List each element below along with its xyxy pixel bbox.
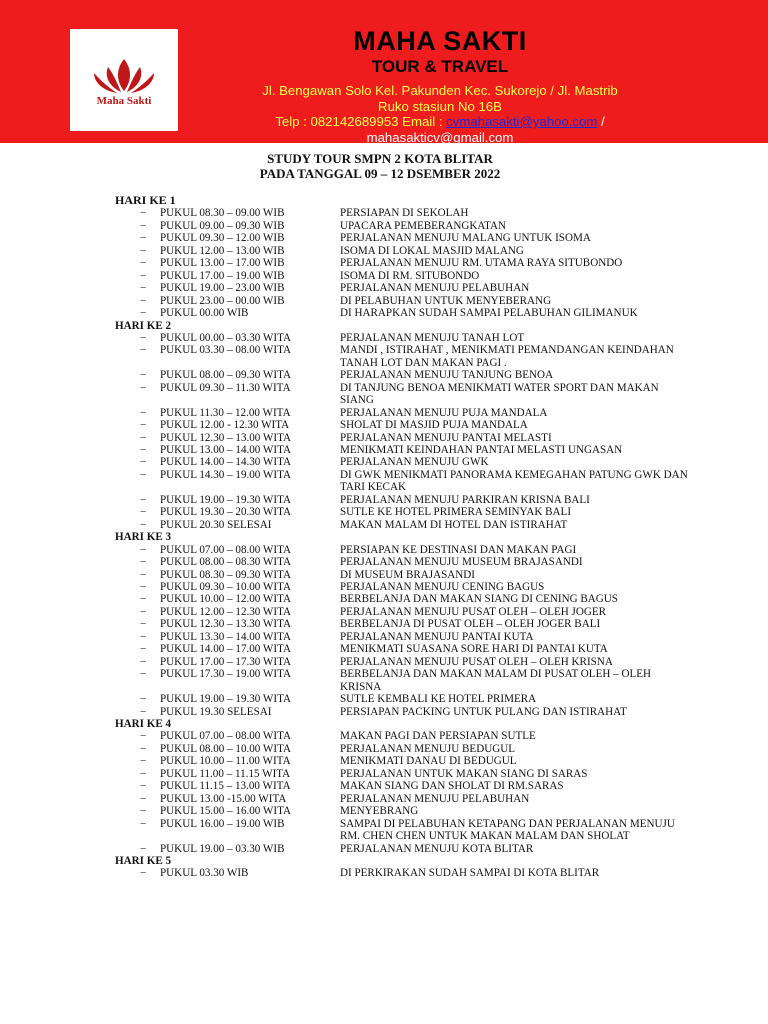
list-bullet-icon: − <box>140 780 147 793</box>
letterhead-banner <box>0 0 768 143</box>
schedule-activity: MAKAN PAGI DAN PERSIAPAN SUTLE <box>340 730 536 743</box>
schedule-row <box>115 656 715 668</box>
schedule-activity: SAMPAI DI PELABUHAN KETAPANG DAN PERJALANAN MENUJU RM. CHEN CHEN UNTUK MAKAN MALAM DAN SHOLAT <box>340 817 675 843</box>
schedule-row <box>115 270 715 282</box>
email-gmail: mahasakticv@gmail.com <box>366 129 514 145</box>
schedule-time: PUKUL 10.00 – 11.00 WITA <box>160 755 291 768</box>
schedule-time: PUKUL 09.30 – 11.30 WITA <box>160 381 291 394</box>
schedule-activity: PERJALANAN MENUJU MALANG UNTUK ISOMA <box>340 232 591 245</box>
schedule-row <box>115 444 715 456</box>
schedule-activity: PERSIAPAN DI SEKOLAH <box>340 207 469 220</box>
schedule-row <box>115 693 715 705</box>
schedule-row <box>115 369 715 381</box>
schedule-activity: DI HARAPKAN SUDAH SAMPAI PELABUHAN GILIMANUK <box>340 307 638 320</box>
list-bullet-icon: − <box>140 269 147 282</box>
schedule-row <box>115 867 715 879</box>
schedule-time: PUKUL 19.30 – 20.30 WITA <box>160 506 291 519</box>
day-heading: HARI KE 5 <box>115 854 172 867</box>
schedule-time: PUKUL 08.30 – 09.00 WIB <box>160 207 285 220</box>
schedule-activity: PERJALANAN MENUJU TANJUNG BENOA <box>340 369 554 382</box>
schedule-activity: PERJALANAN MENUJU PELABUHAN <box>340 792 530 805</box>
schedule-time: PUKUL 00.00 WIB <box>160 307 249 320</box>
schedule-time: PUKUL 13.00 – 14.00 WITA <box>160 444 291 457</box>
list-bullet-icon: − <box>140 369 147 382</box>
schedule-row <box>115 382 715 407</box>
list-bullet-icon: − <box>140 817 147 830</box>
schedule-activity: PERSIAPAN PACKING UNTUK PULANG DAN ISTIRAHAT <box>340 705 627 718</box>
list-bullet-icon: − <box>140 581 147 593</box>
schedule-activity: MAKAN MALAM DI HOTEL DAN ISTIRAHAT <box>340 518 568 531</box>
schedule-activity: MENYEBRANG <box>340 805 419 818</box>
schedule-time: PUKUL 15.00 – 16.00 WITA <box>160 805 291 818</box>
schedule-time: PUKUL 13.00 – 17.00 WIB <box>160 257 285 270</box>
schedule-time: PUKUL 00.00 – 03.30 WITA <box>160 331 291 344</box>
schedule-row <box>115 618 715 630</box>
email-link-yahoo[interactable]: cvmahasakti@yahoo.com <box>446 114 598 129</box>
schedule-activity: BERBELANJA DI PUSAT OLEH – OLEH JOGER BALI <box>340 618 601 631</box>
company-heading <box>190 26 690 77</box>
list-bullet-icon: − <box>140 730 147 743</box>
schedule-row <box>115 494 715 506</box>
schedule-time: PUKUL 12.30 – 13.00 WITA <box>160 431 291 444</box>
schedule-time: PUKUL 09.30 – 12.00 WIB <box>160 232 285 245</box>
schedule-row <box>115 207 715 219</box>
schedule-time: PUKUL 12.00 – 13.00 WIB <box>160 244 285 257</box>
list-bullet-icon: − <box>140 556 147 569</box>
schedule-time: PUKUL 08.00 – 10.00 WITA <box>160 742 291 755</box>
list-bullet-icon: − <box>140 419 147 432</box>
list-bullet-icon: − <box>140 792 147 805</box>
schedule-time: PUKUL 03.30 WIB <box>160 867 249 880</box>
schedule-row <box>115 307 715 319</box>
schedule-activity: DI PELABUHAN UNTUK MENYEBERANG <box>340 294 552 307</box>
schedule-activity: MANDI , ISTIRAHAT , MENIKMATI PEMANDANGAN KEINDAHAN TANAH LOT DAN MAKAN PAGI . <box>340 344 674 369</box>
schedule-time: PUKUL 23.00 – 00.00 WIB <box>160 294 285 307</box>
title-line-2: PADA TANGGAL 09 – 12 DSEMBER 2022 <box>259 165 501 181</box>
schedule-activity: BERBELANJA DAN MAKAN SIANG DI CENING BAGUS <box>340 593 618 606</box>
list-bullet-icon: − <box>140 207 147 220</box>
list-bullet-icon: − <box>140 605 147 618</box>
schedule-time: PUKUL 17.30 – 19.00 WITA <box>160 668 291 681</box>
schedule-time: PUKUL 19.00 – 03.30 WIB <box>160 842 285 855</box>
schedule-row <box>115 818 715 843</box>
schedule-activity: MENIKMATI KEINDAHAN PANTAI MELASTI UNGASAN <box>340 444 623 457</box>
list-bullet-icon: − <box>140 767 147 780</box>
list-bullet-icon: − <box>140 630 147 643</box>
schedule-time: PUKUL 19.00 – 23.00 WIB <box>160 282 285 295</box>
address-line-1: Jl. Bengawan Solo Kel. Pakunden Kec. Sukorejo / Jl. Mastrib <box>262 83 618 98</box>
list-bullet-icon: − <box>140 232 147 245</box>
schedule-activity: BERBELANJA DAN MAKAN MALAM DI PUSAT OLEH – OLEH KRISNA <box>340 668 652 693</box>
list-bullet-icon: − <box>140 742 147 755</box>
schedule-activity: DI PERKIRAKAN SUDAH SAMPAI DI KOTA BLITAR <box>340 867 600 880</box>
schedule-time: PUKUL 17.00 – 19.00 WIB <box>160 269 285 282</box>
schedule-activity: PERJALANAN MENUJU PANTAI MELASTI <box>340 431 552 444</box>
schedule-row <box>115 843 715 855</box>
list-bullet-icon: − <box>140 344 147 357</box>
day-heading: HARI KE 3 <box>115 531 172 544</box>
list-bullet-icon: − <box>140 593 147 606</box>
schedule-row <box>115 805 715 817</box>
schedule-activity: PERJALANAN MENUJU KOTA BLITAR <box>340 842 534 855</box>
list-bullet-icon: − <box>140 618 147 631</box>
schedule-activity: PERJALANAN MENUJU BEDUGUL <box>340 742 516 755</box>
schedule-activity: PERJALANAN MENUJU MUSEUM BRAJASANDI <box>340 556 583 569</box>
schedule-row <box>115 407 715 419</box>
schedule-row <box>115 245 715 257</box>
list-bullet-icon: − <box>140 331 147 344</box>
schedule-activity: PERJALANAN MENUJU TANAH LOT <box>340 331 525 344</box>
schedule-row <box>115 569 715 581</box>
schedule-row <box>115 730 715 742</box>
schedule-activity: DI GWK MENIKMATI PANORAMA KEMEGAHAN PATUNG GWK DAN TARI KECAK <box>340 468 688 494</box>
schedule-time: PUKUL 07.00 – 08.00 WITA <box>160 730 291 743</box>
phone-text: Telp : 082142689953 Email : <box>275 114 447 129</box>
schedule-activity: PERJALANAN MENUJU PARKIRAN KRISNA BALI <box>340 493 590 506</box>
schedule-activity: PERJALANAN MENUJU CENING BAGUS <box>340 581 545 593</box>
schedule-row <box>115 631 715 643</box>
schedule-activity: PERJALANAN MENUJU PELABUHAN <box>340 282 530 295</box>
schedule-activity: PERJALANAN MENUJU PANTAI KUTA <box>340 630 534 643</box>
schedule-row <box>115 768 715 780</box>
company-name: MAHA SAKTI <box>353 26 527 56</box>
schedule-row <box>115 556 715 568</box>
schedule-activity: PERSIAPAN KE DESTINASI DAN MAKAN PAGI <box>340 543 577 556</box>
schedule-time: PUKUL 09.00 – 09.30 WIB <box>160 219 285 232</box>
schedule-activity: MAKAN SIANG DAN SHOLAT DI RM.SARAS <box>340 780 564 793</box>
schedule-time: PUKUL 14.00 – 17.00 WITA <box>160 643 291 656</box>
list-bullet-icon: − <box>140 456 147 469</box>
list-bullet-icon: − <box>140 668 147 681</box>
schedule-row <box>115 232 715 244</box>
schedule-activity: MENIKMATI DANAU DI BEDUGUL <box>340 755 517 768</box>
schedule-activity: PERJALANAN MENUJU PUJA MANDALA <box>340 406 548 419</box>
list-bullet-icon: − <box>140 257 147 270</box>
schedule-time: PUKUL 07.00 – 08.00 WITA <box>160 543 291 556</box>
schedule-row <box>115 432 715 444</box>
list-bullet-icon: − <box>140 842 147 855</box>
list-bullet-icon: − <box>140 506 147 519</box>
schedule-time: PUKUL 13.30 – 14.00 WITA <box>160 630 291 643</box>
schedule-row <box>115 593 715 605</box>
schedule-row <box>115 643 715 655</box>
day-heading: HARI KE 1 <box>115 193 176 207</box>
schedule-activity: SUTLE KE HOTEL PRIMERA SEMINYAK BALI <box>340 506 572 519</box>
schedule-activity: PERJALANAN MENUJU PUSAT OLEH – OLEH JOGER <box>340 605 607 618</box>
schedule-activity: PERJALANAN UNTUK MAKAN SIANG DI SARAS <box>340 767 588 780</box>
schedule-activity: PERJALANAN MENUJU RM. UTAMA RAYA SITUBONDO <box>340 257 623 270</box>
schedule-row <box>115 332 715 344</box>
schedule-activity: PERJALANAN MENUJU PUSAT OLEH – OLEH KRISNA <box>340 655 613 668</box>
list-bullet-icon: − <box>140 244 147 257</box>
schedule-time: PUKUL 16.00 – 19.00 WIB <box>160 817 285 830</box>
day-heading: HARI KE 4 <box>115 717 172 730</box>
list-bullet-icon: − <box>140 655 147 668</box>
schedule-row <box>115 257 715 269</box>
schedule-time: PUKUL 08.00 – 08.30 WITA <box>160 556 291 569</box>
schedule-time: PUKUL 03.30 – 08.00 WITA <box>160 344 291 357</box>
schedule-activity: DI MUSEUM BRAJASANDI <box>340 568 475 581</box>
list-bullet-icon: − <box>140 805 147 818</box>
schedule-time: PUKUL 11.30 – 12.00 WITA <box>160 406 291 419</box>
logo-text: Maha Sakti <box>96 95 152 107</box>
list-bullet-icon: − <box>140 867 147 880</box>
company-contact <box>180 83 700 145</box>
address-line-2: Ruko stasiun No 16B <box>378 98 502 114</box>
day-heading: HARI KE 2 <box>115 319 172 332</box>
schedule-time: PUKUL 20.30 SELESAI <box>160 518 272 531</box>
schedule-time: PUKUL 11.00 – 11.15 WITA <box>160 767 291 780</box>
phone-email-line <box>180 114 700 130</box>
schedule-time: PUKUL 14.00 – 14.30 WITA <box>160 456 291 469</box>
email-separator: / <box>597 114 605 129</box>
list-bullet-icon: − <box>140 219 147 232</box>
schedule-row <box>115 456 715 468</box>
schedule-row <box>115 793 715 805</box>
schedule-row <box>115 743 715 755</box>
schedule-row <box>115 706 715 718</box>
list-bullet-icon: − <box>140 381 147 394</box>
schedule-activity: ISOMA DI RM. SITUBONDO <box>340 269 480 282</box>
schedule-row <box>115 668 715 693</box>
schedule-time: PUKUL 12.00 - 12.30 WITA <box>160 419 290 432</box>
schedule-time: PUKUL 09.30 – 10.00 WITA <box>160 581 291 593</box>
schedule-row <box>115 606 715 618</box>
schedule-time: PUKUL 10.00 – 12.00 WITA <box>160 593 291 606</box>
schedule-row <box>115 295 715 307</box>
document-title <box>0 152 768 181</box>
list-bullet-icon: − <box>140 468 147 481</box>
list-bullet-icon: − <box>140 693 147 706</box>
schedule-time: PUKUL 12.30 – 13.30 WITA <box>160 618 291 631</box>
schedule-time: PUKUL 19.00 – 19.30 WITA <box>160 693 291 706</box>
schedule-activity: MENIKMATI SUASANA SORE HARI DI PANTAI KUTA <box>340 643 608 656</box>
lotus-logo-icon <box>70 29 178 131</box>
schedule-time: PUKUL 08.30 – 09.30 WITA <box>160 568 291 581</box>
schedule-row <box>115 282 715 294</box>
schedule-time: PUKUL 13.00 -15.00 WITA <box>160 792 287 805</box>
schedule-time: PUKUL 08.00 – 09.30 WITA <box>160 369 291 382</box>
schedule-activity: PERJALANAN MENUJU GWK <box>340 456 489 469</box>
schedule-row <box>115 344 715 369</box>
schedule-row <box>115 220 715 232</box>
title-line-1: STUDY TOUR SMPN 2 KOTA BLITAR <box>267 151 493 166</box>
list-bullet-icon: − <box>140 568 147 581</box>
list-bullet-icon: − <box>140 282 147 295</box>
list-bullet-icon: − <box>140 518 147 531</box>
schedule-row <box>115 506 715 518</box>
list-bullet-icon: − <box>140 431 147 444</box>
itinerary-list <box>115 194 715 880</box>
schedule-row <box>115 469 715 494</box>
schedule-time: PUKUL 14.30 – 19.00 WITA <box>160 468 291 481</box>
schedule-time: PUKUL 17.00 – 17.30 WITA <box>160 655 291 668</box>
company-subtitle: TOUR & TRAVEL <box>371 57 509 76</box>
schedule-activity: DI TANJUNG BENOA MENIKMATI WATER SPORT DAN MAKAN SIANG <box>340 381 659 407</box>
schedule-time: PUKUL 19.00 – 19.30 WITA <box>160 493 291 506</box>
list-bullet-icon: − <box>140 406 147 419</box>
company-logo <box>70 29 178 131</box>
list-bullet-icon: − <box>140 294 147 307</box>
schedule-row <box>115 519 715 531</box>
list-bullet-icon: − <box>140 705 147 718</box>
schedule-activity: UPACARA PEMEBERANGKATAN <box>340 219 507 232</box>
schedule-row <box>115 755 715 767</box>
schedule-row <box>115 544 715 556</box>
schedule-time: PUKUL 12.00 – 12.30 WITA <box>160 605 291 618</box>
schedule-row <box>115 780 715 792</box>
list-bullet-icon: − <box>140 493 147 506</box>
list-bullet-icon: − <box>140 543 147 556</box>
list-bullet-icon: − <box>140 307 147 320</box>
schedule-activity: SUTLE KEMBALI KE HOTEL PRIMERA <box>340 693 537 706</box>
list-bullet-icon: − <box>140 643 147 656</box>
schedule-time: PUKUL 11.15 – 13.00 WITA <box>160 780 291 793</box>
schedule-activity: SHOLAT DI MASJID PUJA MANDALA <box>340 419 528 432</box>
list-bullet-icon: − <box>140 755 147 768</box>
schedule-row <box>115 419 715 431</box>
schedule-activity: ISOMA DI LOKAL MASJID MALANG <box>340 244 524 257</box>
schedule-row <box>115 581 715 593</box>
list-bullet-icon: − <box>140 444 147 457</box>
schedule-time: PUKUL 19.30 SELESAI <box>160 705 272 718</box>
